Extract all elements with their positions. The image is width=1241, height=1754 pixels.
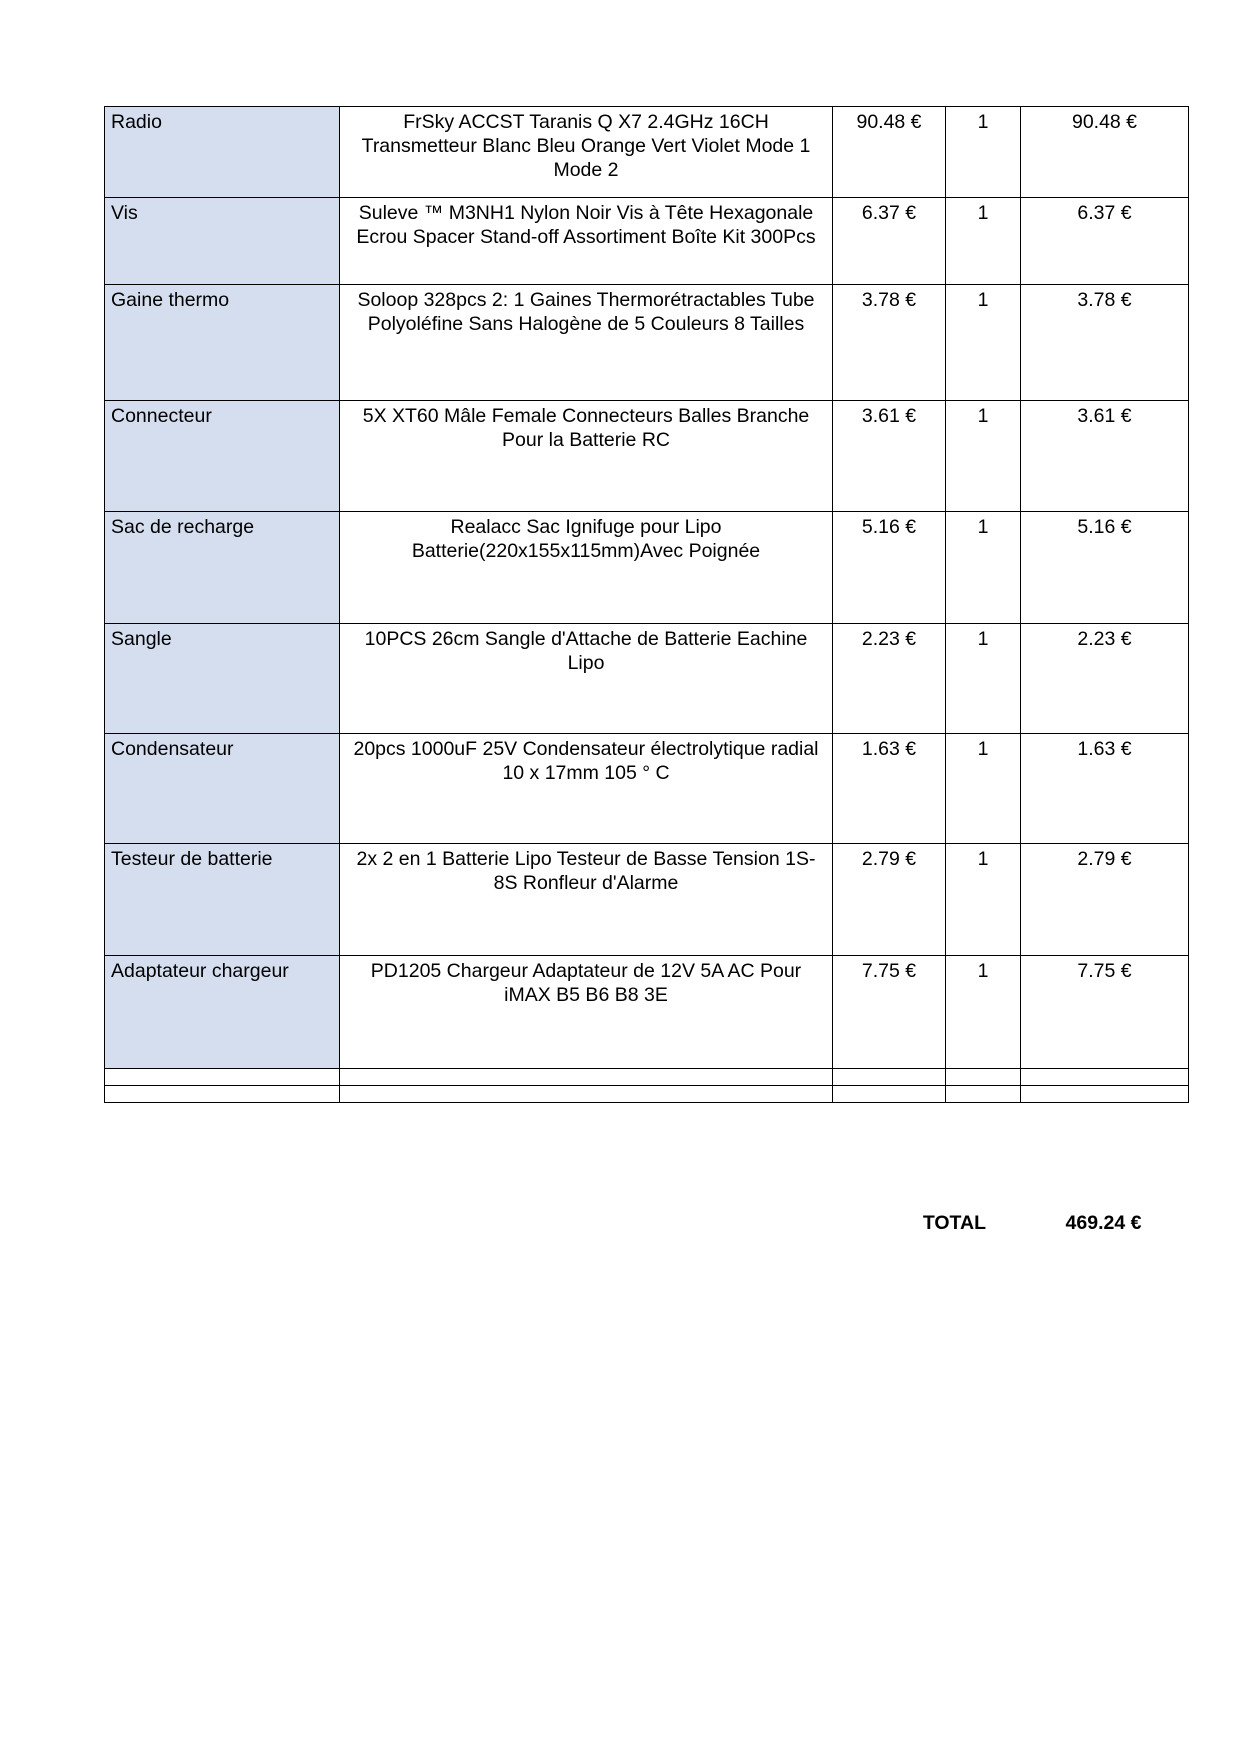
cell-quantity: 1 <box>946 624 1021 734</box>
cell-price: 3.61 € <box>833 401 946 512</box>
cell-quantity: 1 <box>946 956 1021 1069</box>
cell-description <box>340 1086 833 1103</box>
cell-category: Vis <box>105 198 340 285</box>
cell-price <box>833 1086 946 1103</box>
table-row <box>105 285 1189 401</box>
table-row <box>105 198 1189 285</box>
cell-total <box>1021 1086 1189 1103</box>
items-table <box>104 106 1189 1103</box>
cell-description: Suleve ™ M3NH1 Nylon Noir Vis à Tête Hexagonale Ecrou Spacer Stand-off Assortiment Boîte Kit 300Pcs <box>340 198 833 285</box>
table-row <box>105 401 1189 512</box>
cell-price: 90.48 € <box>833 107 946 198</box>
cell-price: 6.37 € <box>833 198 946 285</box>
cell-quantity: 1 <box>946 401 1021 512</box>
table-row <box>105 107 1189 198</box>
cell-category: Gaine thermo <box>105 285 340 401</box>
items-table-body <box>105 107 1189 1103</box>
cell-description: 10PCS 26cm Sangle d'Attache de Batterie Eachine Lipo <box>340 624 833 734</box>
cell-category <box>105 1086 340 1103</box>
cell-category: Sac de recharge <box>105 512 340 624</box>
total-row <box>104 1212 1181 1235</box>
cell-quantity: 1 <box>946 512 1021 624</box>
cell-quantity: 1 <box>946 844 1021 956</box>
table-row <box>105 844 1189 956</box>
cell-description: FrSky ACCST Taranis Q X7 2.4GHz 16CH Transmetteur Blanc Bleu Orange Vert Violet Mode 1 Mode 2 <box>340 107 833 198</box>
cell-total: 6.37 € <box>1021 198 1189 285</box>
cell-quantity: 1 <box>946 107 1021 198</box>
cell-total: 1.63 € <box>1021 734 1189 844</box>
cell-total: 2.79 € <box>1021 844 1189 956</box>
cell-description <box>340 1069 833 1086</box>
cell-price: 2.79 € <box>833 844 946 956</box>
cell-total: 5.16 € <box>1021 512 1189 624</box>
cell-quantity: 1 <box>946 198 1021 285</box>
cell-category: Testeur de batterie <box>105 844 340 956</box>
cell-total <box>1021 1069 1189 1086</box>
cell-quantity <box>946 1086 1021 1103</box>
cell-category: Adaptateur chargeur <box>105 956 340 1069</box>
cell-description: 2x 2 en 1 Batterie Lipo Testeur de Basse Tension 1S-8S Ronfleur d'Alarme <box>340 844 833 956</box>
cell-quantity <box>946 1069 1021 1086</box>
cell-description: 5X XT60 Mâle Female Connecteurs Balles Branche Pour la Batterie RC <box>340 401 833 512</box>
cell-category <box>105 1069 340 1086</box>
table-row <box>105 734 1189 844</box>
cell-price: 1.63 € <box>833 734 946 844</box>
cell-quantity: 1 <box>946 285 1021 401</box>
cell-category: Sangle <box>105 624 340 734</box>
cell-total: 2.23 € <box>1021 624 1189 734</box>
total-value: 469.24 € <box>1065 1212 1142 1234</box>
cell-description: Realacc Sac Ignifuge pour Lipo Batterie(220x155x115mm)Avec Poignée <box>340 512 833 624</box>
cell-price: 3.78 € <box>833 285 946 401</box>
cell-total: 3.78 € <box>1021 285 1189 401</box>
cell-category: Radio <box>105 107 340 198</box>
cell-description: 20pcs 1000uF 25V Condensateur électrolytique radial 10 x 17mm 105 ° C <box>340 734 833 844</box>
cell-category: Condensateur <box>105 734 340 844</box>
table-row <box>105 1086 1189 1103</box>
cell-description: Soloop 328pcs 2: 1 Gaines Thermorétractables Tube Polyoléfine Sans Halogène de 5 Couleurs 8 Tailles <box>340 285 833 401</box>
table-row <box>105 956 1189 1069</box>
table-row <box>105 1069 1189 1086</box>
cell-price <box>833 1069 946 1086</box>
table-row <box>105 624 1189 734</box>
cell-price: 5.16 € <box>833 512 946 624</box>
cell-price: 2.23 € <box>833 624 946 734</box>
cell-total: 7.75 € <box>1021 956 1189 1069</box>
table-row <box>105 512 1189 624</box>
cell-description: PD1205 Chargeur Adaptateur de 12V 5A AC Pour iMAX B5 B6 B8 3E <box>340 956 833 1069</box>
cell-price: 7.75 € <box>833 956 946 1069</box>
cell-total: 3.61 € <box>1021 401 1189 512</box>
total-label: TOTAL <box>922 1212 986 1234</box>
cell-category: Connecteur <box>105 401 340 512</box>
cell-quantity: 1 <box>946 734 1021 844</box>
cell-total: 90.48 € <box>1021 107 1189 198</box>
